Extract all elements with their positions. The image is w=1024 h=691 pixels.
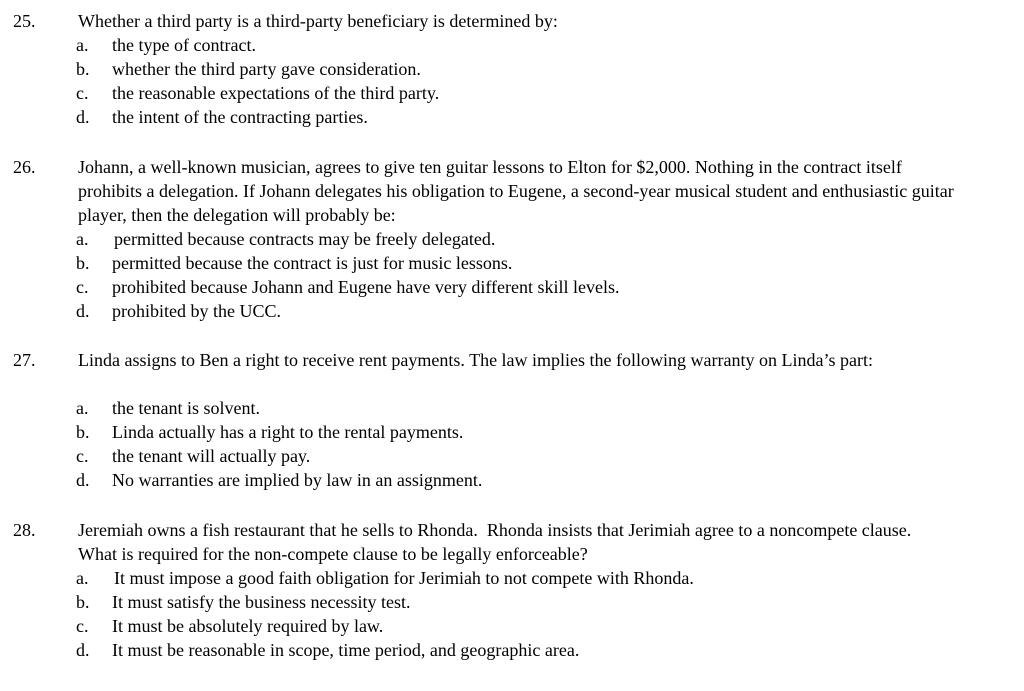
- question-stem: Linda assigns to Ben a right to receive rent payments. The law implies the following warranty on Linda’s part:: [78, 350, 873, 370]
- choice-text: prohibited by the UCC.: [112, 301, 281, 321]
- choice-letter: b.: [76, 59, 90, 79]
- choice-c: [0, 614, 1024, 638]
- choice-c: [0, 444, 1024, 468]
- choice-letter: a.: [76, 229, 89, 249]
- choice-letter: b.: [76, 422, 90, 442]
- question-number: 25.: [13, 11, 36, 31]
- choice-letter: c.: [76, 277, 89, 297]
- choice-letter: d.: [76, 107, 90, 127]
- question-number: 27.: [13, 350, 36, 370]
- choice-text: Linda actually has a right to the rental payments.: [112, 422, 464, 442]
- choice-text: the type of contract.: [112, 35, 256, 55]
- choice-list: [0, 566, 1024, 662]
- choice-letter: c.: [76, 83, 89, 103]
- choice-b: [0, 57, 1024, 81]
- choice-letter: a.: [76, 568, 89, 588]
- choice-letter: d.: [76, 640, 90, 660]
- choice-text: No warranties are implied by law in an assignment.: [112, 470, 483, 490]
- choice-text: the intent of the contracting parties.: [112, 107, 368, 127]
- choice-c: [0, 275, 1024, 299]
- choice-text: It must satisfy the business necessity test.: [112, 592, 411, 612]
- choice-b: [0, 251, 1024, 275]
- choice-a: [0, 566, 1024, 590]
- choice-text: It must be absolutely required by law.: [112, 616, 384, 636]
- choice-c: [0, 81, 1024, 105]
- choice-letter: a.: [76, 398, 89, 418]
- choice-text: prohibited because Johann and Eugene have very different skill levels.: [112, 277, 620, 297]
- choice-text: the reasonable expectations of the third party.: [112, 83, 440, 103]
- choice-a: [0, 227, 1024, 251]
- choice-text: the tenant will actually pay.: [112, 446, 311, 466]
- choice-a: [0, 33, 1024, 57]
- choice-letter: a.: [76, 35, 89, 55]
- choice-b: [0, 420, 1024, 444]
- choice-list: [0, 33, 1024, 129]
- choice-text: permitted because contracts may be freely delegated.: [114, 229, 496, 249]
- choice-letter: c.: [76, 446, 89, 466]
- choice-text: the tenant is solvent.: [112, 398, 260, 418]
- question-stem: Johann, a well-known musician, agrees to give ten guitar lessons to Elton for $2,000. Nothing in the contract itself prohibits a delegation. If Johann delegates his obligation to Eugene, a second-year musical student and enthusiastic guitar player, then the delegation will probably be:: [78, 157, 954, 225]
- choice-list: [0, 396, 1024, 492]
- choice-text: It must impose a good faith obligation for Jerimiah to not compete with Rhonda.: [114, 568, 694, 588]
- choice-letter: d.: [76, 470, 90, 490]
- choice-letter: b.: [76, 592, 90, 612]
- choice-d: [0, 299, 1024, 323]
- choice-text: permitted because the contract is just for music lessons.: [112, 253, 513, 273]
- choice-b: [0, 590, 1024, 614]
- question-number: 28.: [13, 520, 36, 540]
- choice-text: whether the third party gave consideration.: [112, 59, 421, 79]
- choice-d: [0, 105, 1024, 129]
- choice-d: [0, 638, 1024, 662]
- choice-d: [0, 468, 1024, 492]
- choice-letter: d.: [76, 301, 90, 321]
- choice-letter: b.: [76, 253, 90, 273]
- question-stem: Whether a third party is a third-party beneficiary is determined by:: [78, 11, 558, 31]
- question-number: 26.: [13, 157, 36, 177]
- choice-letter: c.: [76, 616, 89, 636]
- choice-a: [0, 396, 1024, 420]
- choice-text: It must be reasonable in scope, time period, and geographic area.: [112, 640, 580, 660]
- question-stem: Jeremiah owns a fish restaurant that he sells to Rhonda. Rhonda insists that Jerimiah agree to a noncompete clause. What is required for the non-compete clause to be legally enforceable?: [78, 520, 920, 564]
- choice-list: [0, 227, 1024, 323]
